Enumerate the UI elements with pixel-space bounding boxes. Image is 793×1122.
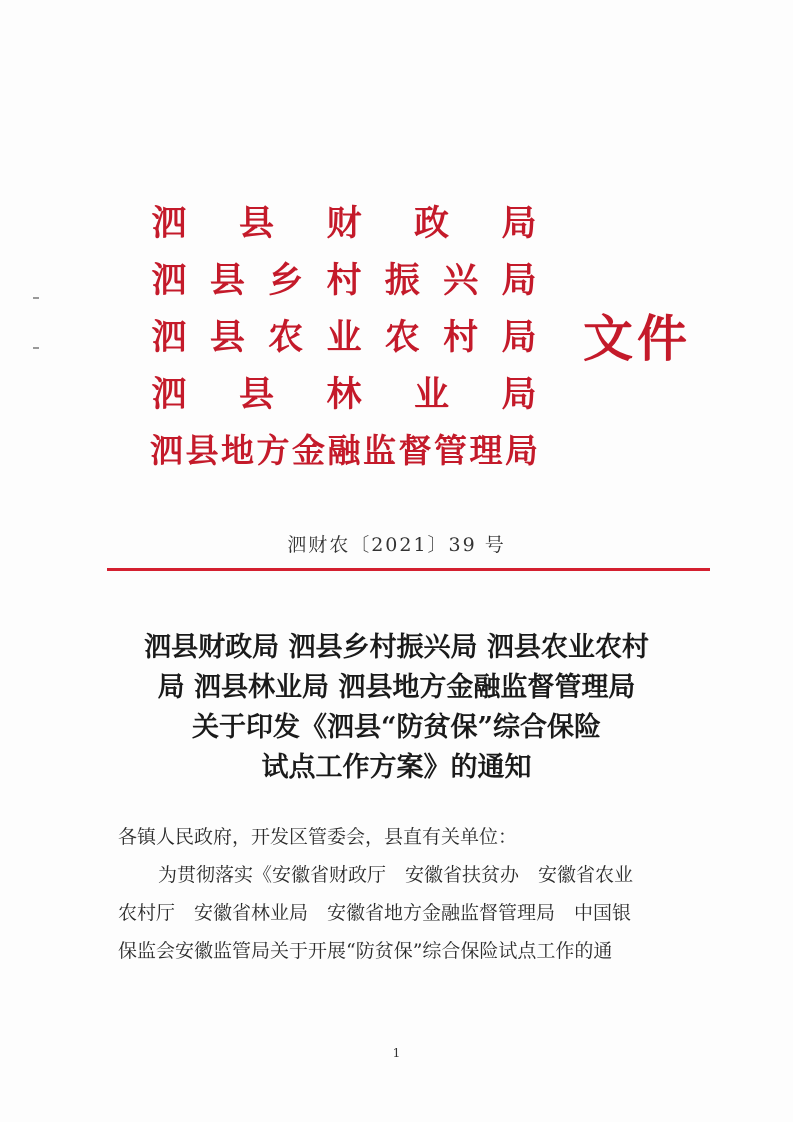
- masthead-char: 局: [501, 259, 537, 301]
- document-body: [118, 818, 698, 970]
- masthead-char: 村: [443, 316, 479, 358]
- title-line: 局 泗县林业局 泗县地方金融监督管理局: [157, 672, 636, 703]
- masthead-char: 局: [501, 373, 537, 415]
- masthead-char: 融: [327, 431, 361, 470]
- masthead-agency-rural-revitalization: [150, 249, 538, 306]
- masthead-char: 金: [292, 431, 325, 470]
- paragraph-line: 保监会安徽监管局关于开展“防贫保”综合保险试点工作的通: [118, 940, 613, 962]
- masthead-char: 业: [413, 373, 449, 415]
- title-line: 泗县财政局 泗县乡村振兴局 泗县农业农村: [144, 632, 649, 663]
- scan-mark: [33, 297, 39, 299]
- masthead-agency-financial-supervision: [150, 420, 538, 477]
- masthead-char: 泗: [151, 316, 187, 358]
- masthead-char: 政: [413, 202, 449, 244]
- masthead-char: 方: [256, 431, 290, 470]
- masthead-char: 业: [326, 316, 362, 358]
- masthead-char: 局: [505, 431, 538, 470]
- masthead-agency-forestry: [150, 363, 538, 420]
- masthead-char: 泗: [151, 202, 187, 244]
- masthead-char: 局: [501, 202, 537, 244]
- masthead-char: 理: [469, 431, 503, 470]
- masthead-char: 督: [398, 431, 432, 470]
- document-number: 泗财农〔2021〕39 号: [287, 534, 506, 556]
- red-divider-line: [107, 568, 710, 571]
- masthead-char: 县: [209, 316, 245, 358]
- masthead-char: 管: [434, 431, 467, 470]
- document-title: [80, 628, 713, 788]
- masthead-char: 局: [501, 316, 537, 358]
- title-line: 关于印发《泗县“防贫保”综合保险: [191, 712, 602, 743]
- scan-mark: [33, 347, 39, 349]
- masthead-agency-agriculture: [150, 306, 538, 363]
- masthead-char: 县: [238, 202, 274, 244]
- title-line: 试点工作方案》的通知: [261, 752, 532, 783]
- salutation: 各镇人民政府，开发区管委会，县直有关单位：: [118, 826, 518, 848]
- masthead-char: 林: [326, 373, 362, 415]
- masthead-char: 乡: [268, 259, 304, 301]
- masthead-char: 县: [209, 259, 245, 301]
- masthead-char: 泗: [151, 373, 187, 415]
- masthead-char: 农: [268, 316, 304, 358]
- paragraph-line: 农村厅 安徽省林业局 安徽省地方金融监督管理局 中国银: [118, 902, 632, 924]
- file-label: 文件: [583, 309, 691, 368]
- masthead-char: 县: [185, 431, 219, 470]
- masthead-char: 监: [363, 431, 396, 470]
- masthead-char: 振: [384, 259, 420, 301]
- masthead-char: 村: [326, 259, 362, 301]
- paragraph-line: 为贯彻落实《安徽省财政厅 安徽省扶贫办 安徽省农业: [158, 864, 634, 886]
- masthead-char: 县: [238, 373, 274, 415]
- masthead-char: 农: [384, 316, 420, 358]
- masthead-agency-finance: [150, 192, 538, 249]
- masthead: [150, 192, 550, 477]
- masthead-char: 泗: [150, 431, 183, 470]
- masthead-char: 财: [326, 202, 362, 244]
- masthead-char: 泗: [151, 259, 187, 301]
- page-number: 1: [392, 1046, 401, 1060]
- masthead-char: 兴: [443, 259, 479, 301]
- masthead-char: 地: [221, 431, 254, 470]
